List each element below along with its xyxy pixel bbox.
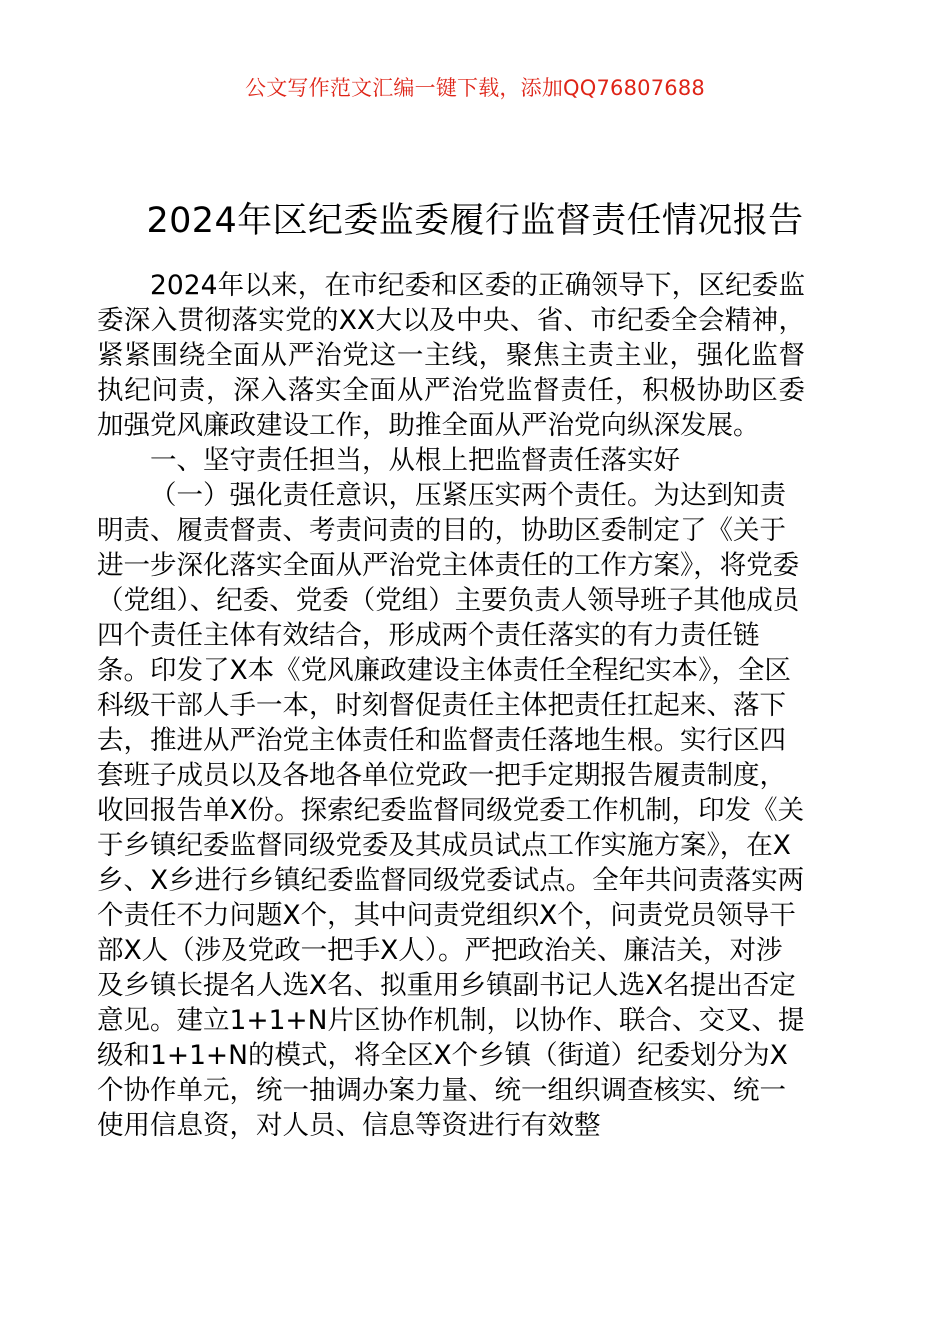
- document-title: 2024年区纪委监委履行监督责任情况报告: [146, 201, 804, 242]
- promo-banner: [0, 78, 950, 99]
- promo-watermark-text: 公文写作范文汇编一键下载，添加QQ76807688: [245, 76, 705, 100]
- body-paragraph-2: （一）强化责任意识，压紧压实两个责任。为达到知责明责、履责督责、考责问责的目的，协助区委制定了《关于进一步深化落实全面从严治党主体责任的工作方案》，将党委（党组）、纪委、党委（党组）主要负责人领导班子其他成员四个责任主体有效结合，形成两个责任落实的有力责任链条。印发了X本《党风廉政建设主体责任全程纪实本》，全区科级干部人手一本，时刻督促责任主体把责任扛起来、落下去，推进从严治党主体责任和监督责任落地生根。实行区四套班子成员以及各地各单位党政一把手定期报告履责制度，收回报告单X份。探索纪委监督同级党委工作机制，印发《关于乡镇纪委监督同级党委及其成员试点工作实施方案》，在X乡、X乡进行乡镇纪委监督同级党委试点。全年共问责落实两个责任不力问题X个，其中问责党组织X个，问责党员领导干部X人（涉及党政一把手X人）。严把政治关、廉洁关，对涉及乡镇长提名人选X名、拟重用乡镇副书记人选X名提出否定意见。建立1+1+N片区协作机制，以协作、联合、交叉、提级和1+1+N的模式，将全区X个乡镇（街道）纪委划分为X个协作单元，统一抽调办案力量、统一组织调查核实、统一使用信息资，对人员、信息等资进行有效整: [97, 480, 805, 1141]
- body-paragraph-1: 2024年以来，在市纪委和区委的正确领导下，区纪委监委深入贯彻落实党的XX大以及中央、省、市纪委全会精神，紧紧围绕全面从严治党这一主线，聚焦主责主业，强化监督执纪问责，深入落实全面从严治党监督责任，积极协助区委加强党风廉政建设工作，助推全面从严治党向纵深发展。: [97, 270, 805, 441]
- document-body: [97, 268, 805, 1143]
- section-heading-1: 一、坚守责任担当，从根上把监督责任落实好: [150, 445, 680, 476]
